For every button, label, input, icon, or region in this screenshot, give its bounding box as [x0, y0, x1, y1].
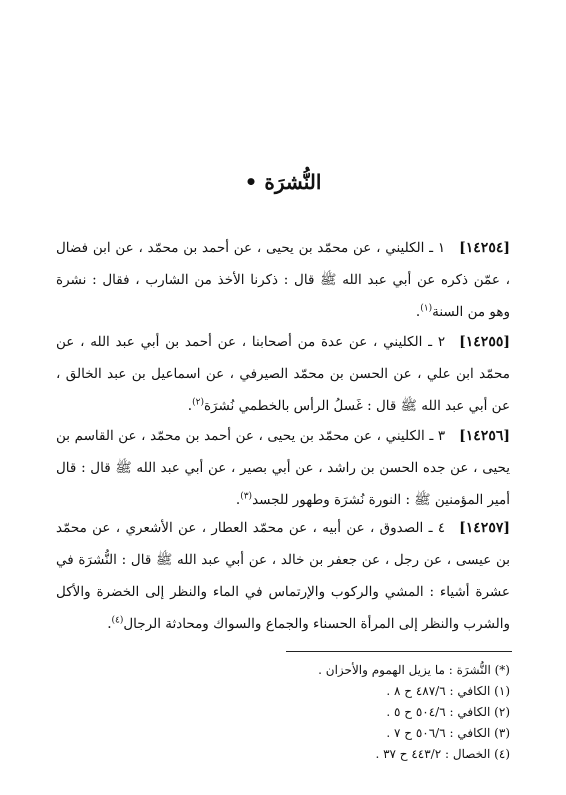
footnote-ref: (٣): [240, 491, 253, 502]
footnote-4: (٤) الخصال : ٤٤٣/٢ ح ٣٧ .: [375, 747, 510, 761]
footnote-ref: (١): [420, 303, 433, 314]
hadith-text: ٣ ـ الكليني ، عن محمّد بن يحيى ، عن أحمد بن محمّد ، عن القاسم بن يحيى ، عن جده الحسن بن راشد ، عن أبي بصير ، عن أبي عبد الله ﷺ قال : قال أمير المؤمنين ﷺ : النورة نُشرَة وطهور للجسد: [56, 428, 510, 508]
entry-end: .: [415, 304, 421, 320]
hadith-text: ٢ ـ الكليني ، عن عدة من أصحابنا ، عن أحمد بن أبي عبد الله ، عن محمّد ابن علي ، عن الحسن بن محمّد الصيرفي ، عن اسماعيل بن عبد الخالق ، عن أبي عبد الله ﷺ قال : غَسلُ الرأس بالخطمي نُشرَة: [56, 334, 510, 414]
hadith-text: ١ ـ الكليني ، عن محمّد بن يحيى ، عن أحمد بن محمّد ، عن ابن فضال ، عمّن ذكره عن أبي عبد الله ﷺ قال : ذكرنا الأخذ من الشارب ، فقال : نشرة وهو من السنة: [56, 240, 510, 320]
hadith-entry-14256: [56, 420, 510, 516]
footnotes: [56, 660, 510, 765]
footnote-ref: (٤): [111, 615, 124, 626]
hadith-entry-14255: [56, 326, 510, 422]
footnote-ref: (٢): [192, 397, 204, 408]
entry-end: .: [107, 616, 112, 632]
hadith-number: [١٤٢٥٤]: [459, 240, 510, 256]
hadith-text: ٤ ـ الصدوق ، عن أبيه ، عن محمّد العطار ، عن الأشعري ، عن محمّد بن عيسى ، عن رجل ، عن جعفر بن خالد ، عن أبي عبد الله ﷺ قال : النُّشرَة في عشرة أشياء : المشي والركوب والإرتماس في الماء والنظر إلى الخضرة والأكل والشرب والنظر إلى المرأة الحسناء والجماع والسواك ومحادثة الرجال: [56, 520, 510, 632]
hadith-entry-14254: [56, 232, 510, 328]
hadith-number: [١٤٢٥٦]: [459, 428, 510, 444]
footnote-divider: [286, 651, 512, 652]
hadith-entry-14257: [56, 512, 510, 640]
hadith-number: [١٤٢٥٥]: [459, 334, 510, 350]
entry-end: .: [187, 398, 193, 414]
footnote-2: (٢) الكافي : ٥٠٤/٦ ح ٥ .: [386, 705, 510, 719]
chapter-title: النُّشرَة •: [244, 170, 322, 194]
footnote-1: (١) الكافي : ٤٨٧/٦ ح ٨ .: [386, 684, 510, 698]
footnote-title-note: (*) النُّشرَة : ما يزيل الهموم والأحزان .: [318, 663, 510, 677]
hadith-number: [١٤٢٥٧]: [459, 520, 510, 536]
entry-end: .: [235, 492, 241, 508]
footnote-3: (٣) الكافي : ٥٠٦/٦ ح ٧ .: [386, 726, 510, 740]
